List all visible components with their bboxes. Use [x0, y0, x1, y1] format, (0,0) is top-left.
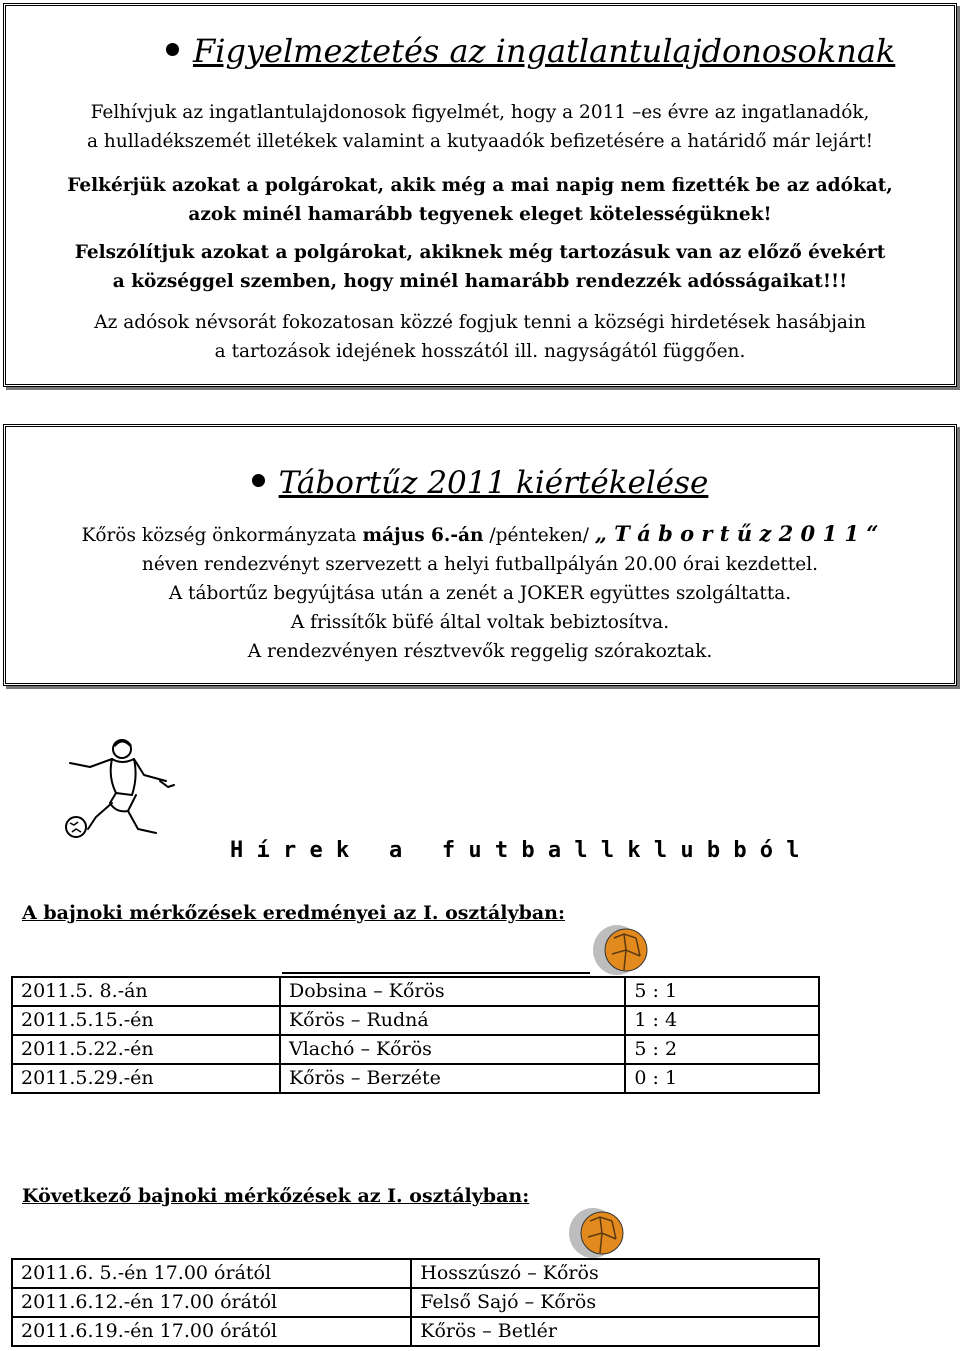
next-matches-table — [11, 1258, 820, 1347]
notice-paragraph-3 — [6, 238, 954, 296]
campfire-line-5: A rendezvényen résztvevők reggelig szórakoztak. — [247, 641, 713, 662]
match-score: 5 : 2 — [625, 1035, 819, 1064]
match-teams: Vlachó – Kőrös — [280, 1035, 625, 1064]
notice-title — [166, 32, 960, 70]
match-score: 0 : 1 — [625, 1064, 819, 1093]
notice-text-line: Felkérjük azokat a polgárokat, akik még a mai napig nem fizették be az adókat, — [67, 175, 893, 196]
campfire-box — [3, 424, 957, 686]
match-date: 2011.6. 5.-én 17.00 órától — [12, 1259, 411, 1288]
results-table — [11, 976, 820, 1094]
football-ball-icon — [568, 1207, 630, 1259]
match-teams: Kőrös – Betlér — [411, 1317, 819, 1346]
next-matches-title: Következő bajnoki mérkőzések az I. osztályban: — [22, 1185, 530, 1207]
campfire-title — [6, 465, 954, 501]
match-date: 2011.5.29.-én — [12, 1064, 280, 1093]
text: Kőrös község önkormányzata — [81, 525, 363, 546]
table-row — [12, 1006, 819, 1035]
match-date: 2011.5.22.-én — [12, 1035, 280, 1064]
table-row — [12, 1288, 819, 1317]
divider — [282, 972, 590, 974]
football-ball-icon — [592, 924, 654, 976]
results-title: A bajnoki mérkőzések eredményei az I. osztályban: — [22, 902, 565, 924]
date-text: május 6.-án — [362, 525, 484, 546]
table-row — [12, 977, 819, 1006]
notice-paragraph-2 — [6, 171, 954, 229]
notice-box — [3, 3, 957, 387]
notice-text-line: a hulladékszemét illetékek valamint a kutyaadók befizetésére a határidő már lejárt! — [87, 131, 873, 152]
notice-text-line: Felszólítjuk azokat a polgárokat, akiknek még tartozásuk van az előző évekért — [74, 242, 886, 263]
match-teams: Kőrös – Berzéte — [280, 1064, 625, 1093]
football-player-icon — [60, 735, 190, 847]
bullet-icon — [252, 474, 265, 487]
campfire-line-2: néven rendezvényt szervezett a helyi futballpályán 20.00 órai kezdettel. — [141, 554, 819, 575]
table-row — [12, 1064, 819, 1093]
notice-title-text: Figyelmeztetés az ingatlantulajdonosoknak — [193, 32, 896, 70]
match-date: 2011.6.19.-én 17.00 órától — [12, 1317, 411, 1346]
notice-paragraph-4 — [6, 308, 954, 366]
notice-text-line: azok minél hamarább tegyenek eleget kötelességüknek! — [188, 204, 772, 225]
notice-paragraph-1 — [6, 98, 954, 156]
table-row — [12, 1317, 819, 1346]
match-date: 2011.5. 8.-án — [12, 977, 280, 1006]
campfire-title-text: Tábortűz 2011 kiértékelése — [278, 465, 709, 501]
notice-text-line: a tartozások idejének hosszától ill. nagyságától függően. — [214, 341, 746, 362]
match-date: 2011.6.12.-én 17.00 órától — [12, 1288, 411, 1317]
campfire-line-1 — [6, 519, 954, 550]
match-teams: Felső Sajó – Kőrös — [411, 1288, 819, 1317]
bullet-icon — [166, 43, 179, 56]
text: /pénteken/ — [483, 525, 595, 546]
table-row — [12, 1035, 819, 1064]
match-date: 2011.5.15.-én — [12, 1006, 280, 1035]
match-teams: Kőrös – Rudná — [280, 1006, 625, 1035]
notice-text-line: Felhívjuk az ingatlantulajdonosok figyelmét, hogy a 2011 –es évre az ingatlanadók, — [90, 102, 870, 123]
campfire-line-4: A frissítők büfé által voltak bebiztosítva. — [290, 612, 670, 633]
match-teams: Hosszúszó – Kőrös — [411, 1259, 819, 1288]
match-teams: Dobsina – Kőrös — [280, 977, 625, 1006]
notice-text-line: a községgel szemben, hogy minél hamarább rendezzék adósságaikat!!! — [112, 271, 848, 292]
football-news-heading: H í r e k a f u t b a l l k l u b b ó l — [230, 838, 800, 863]
notice-text-line: Az adósok névsorát fokozatosan közzé fogjuk tenni a községi hirdetések hasábjain — [94, 312, 866, 333]
campfire-paragraph — [6, 519, 954, 666]
event-name: „ T á b o r t ű z 2 0 1 1 “ — [594, 521, 879, 546]
table-row — [12, 1259, 819, 1288]
match-score: 1 : 4 — [625, 1006, 819, 1035]
campfire-line-3: A tábortűz begyújtása után a zenét a JOKER együttes szolgáltatta. — [168, 583, 792, 604]
match-score: 5 : 1 — [625, 977, 819, 1006]
